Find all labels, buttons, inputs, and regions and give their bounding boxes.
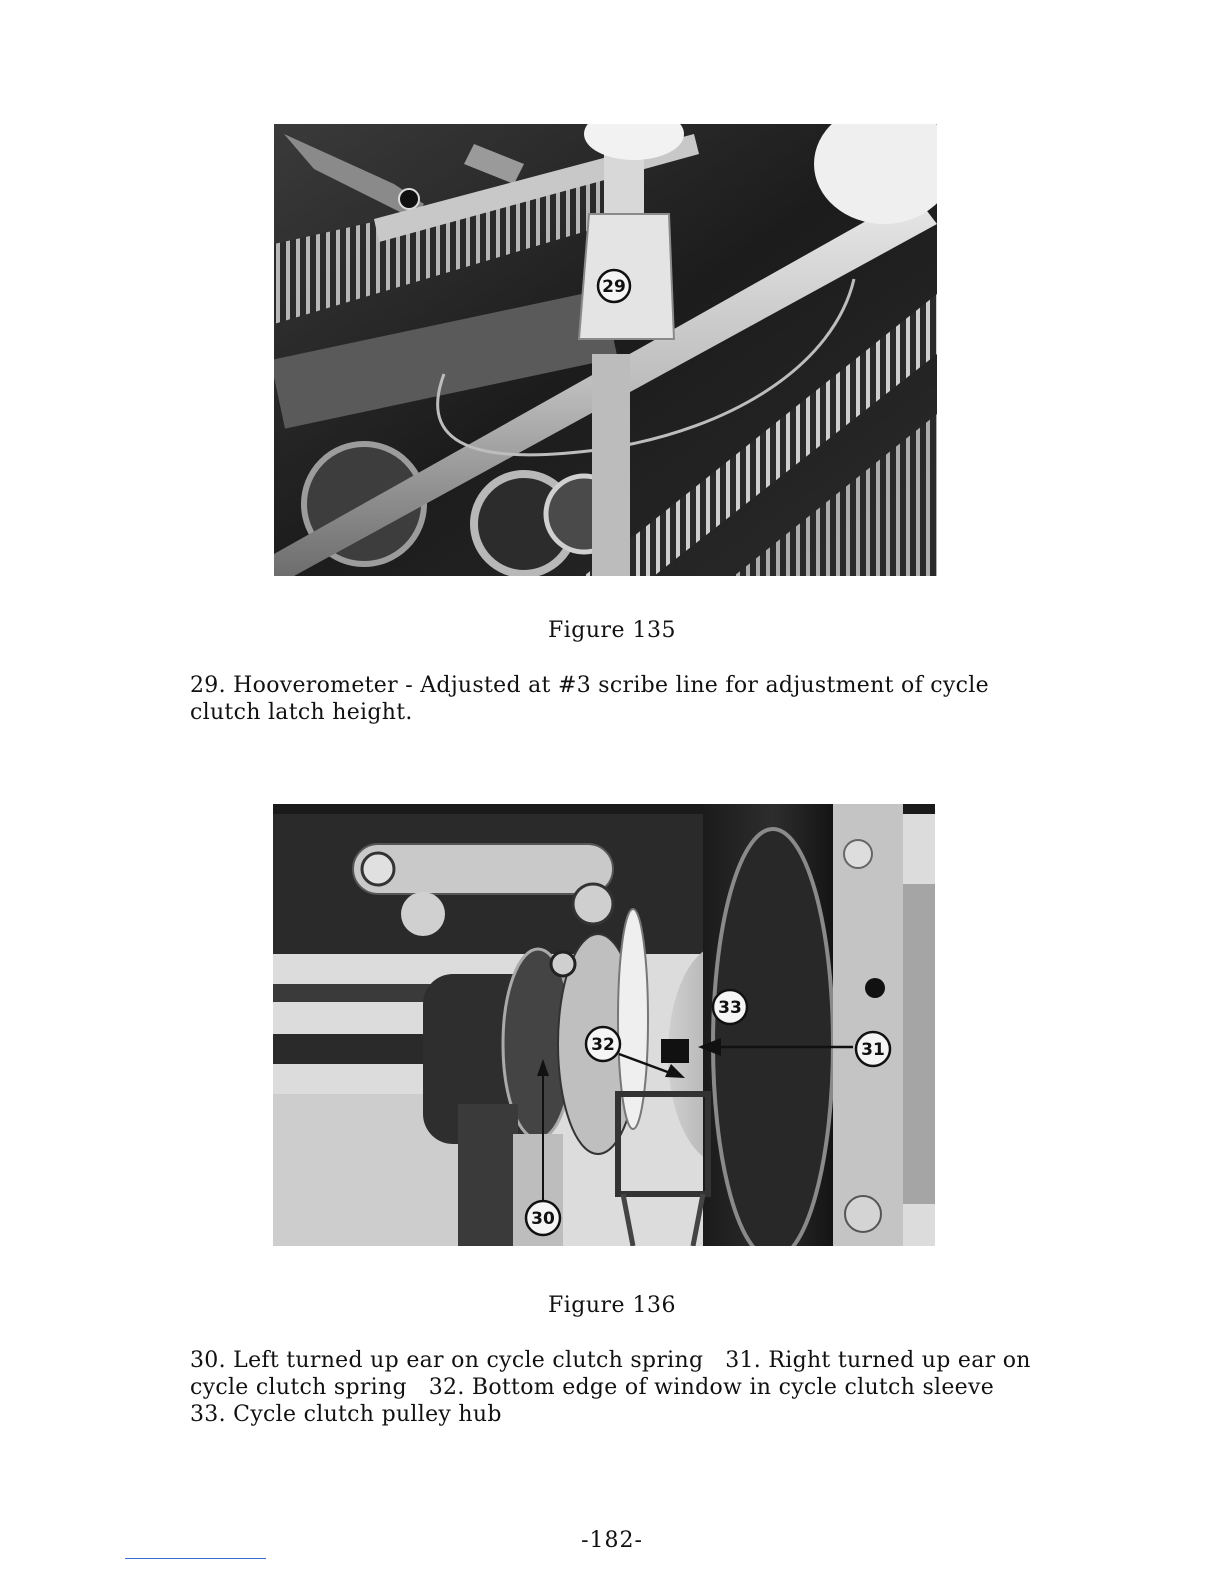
paragraph-29-line-1: 29. Hooverometer - Adjusted at #3 scribe line for adjustment of cycle <box>190 673 989 698</box>
paragraph-29-line-2: clutch latch height. <box>190 700 413 725</box>
figure-136-caption: Figure 136 <box>547 1293 677 1318</box>
callout-32: 32 <box>591 1035 615 1055</box>
callout-29: 29 <box>602 277 626 297</box>
figure-135-photo <box>274 124 937 576</box>
callout-31: 31 <box>861 1040 885 1060</box>
figure-135-caption: Figure 135 <box>547 618 677 643</box>
callout-33: 33 <box>718 998 742 1018</box>
page-number: -182- <box>581 1528 643 1553</box>
paragraph-30-line-3: 33. Cycle clutch pulley hub <box>190 1402 502 1427</box>
paragraph-30-33 <box>190 1347 1090 1428</box>
paragraph-30-line-2: cycle clutch spring 32. Bottom edge of window in cycle clutch sleeve <box>190 1375 995 1400</box>
figure-136-photo <box>273 804 935 1246</box>
paragraph-30-line-1: 30. Left turned up ear on cycle clutch spring 31. Right turned up ear on <box>190 1348 1031 1373</box>
footer-rule <box>125 1558 266 1559</box>
paragraph-29 <box>190 672 1139 726</box>
callout-30: 30 <box>531 1209 555 1229</box>
